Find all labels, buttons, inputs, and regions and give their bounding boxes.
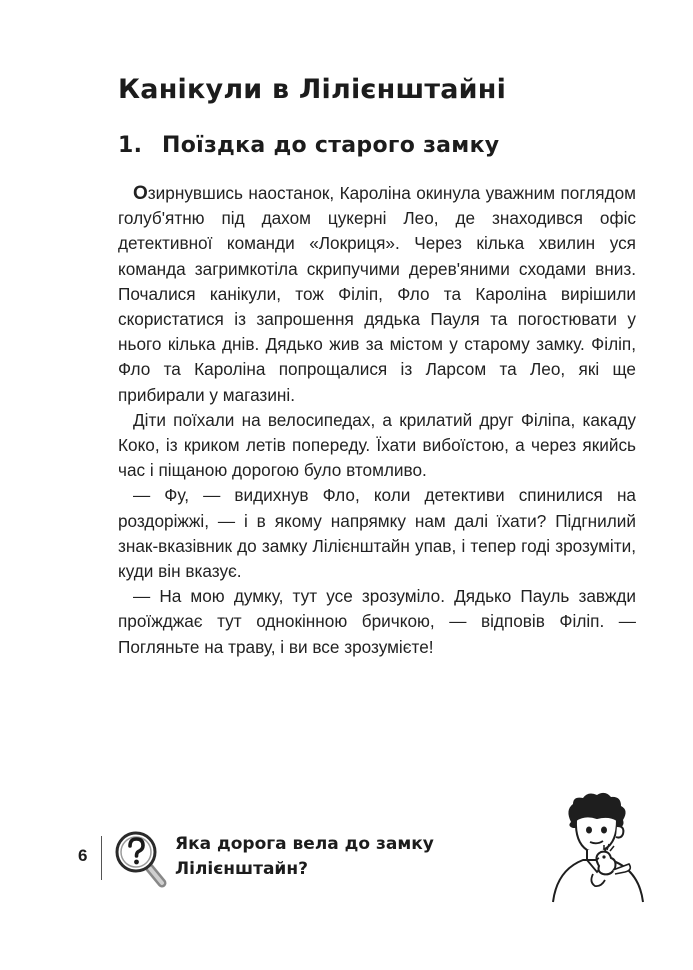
boy-with-parrot-illustration (543, 790, 653, 905)
paragraph: — На мою думку, тут усе зрозуміло. Дядько Пауль завжди проїжджає тут однокінною бричкою, — відповів Філіп. — Погляньте на траву, і ви все зрозумієте! (118, 586, 636, 657)
paragraph (118, 181, 636, 408)
footer-divider (101, 836, 102, 880)
story-text (118, 181, 636, 660)
question-line: Яка дорога вела до замку (175, 834, 434, 854)
section-number: 1. (118, 133, 143, 158)
question-prompt (175, 832, 475, 882)
paragraph: Діти поїхали на велосипедах, а крилатий друг Філіпа, какаду Коко, із криком летів попереду. Їхати вибоїстою, а через якийсь час і піщаною дорогою було втомливо. (118, 409, 636, 481)
magnifier-question-icon (112, 828, 174, 890)
section-title: Поїздка до старого замку (162, 133, 500, 158)
paragraph: — Фу, — видихнув Фло, коли детективи спинилися на роздоріжжі, — і в якому напрямку нам далі їхати? Підгнилий знак-вказівник до замку Лілієнштайн упав, і тепер годі зрозуміти, куди він вказує. (118, 485, 636, 582)
drop-cap: О (133, 183, 148, 204)
chapter-title: Канікули в Лілієнштайні (118, 74, 507, 105)
section-heading (118, 133, 499, 158)
paragraph-text: зирнувшись наостанок, Кароліна окинула уважним поглядом голуб'ятню під дахом цукерні Лео, де знаходився офіс детективної команди «Локриця». Через кілька хвилин уся команда загримкотіла скрипучими дерев'яними сходами вниз. Почалися канікули, тож Філіп, Фло та Кароліна вирішили скористатися із запрошення дядька Пауля та погостювати у нього кілька днів. Дядько жив за містом у старому замку. Філіп, Фло та Кароліна попрощалися із Ларсом та Лео, які ще прибирали у магазині. (118, 183, 636, 405)
page-number: 6 (78, 846, 88, 865)
question-line: Лілієнштайн? (175, 859, 308, 879)
